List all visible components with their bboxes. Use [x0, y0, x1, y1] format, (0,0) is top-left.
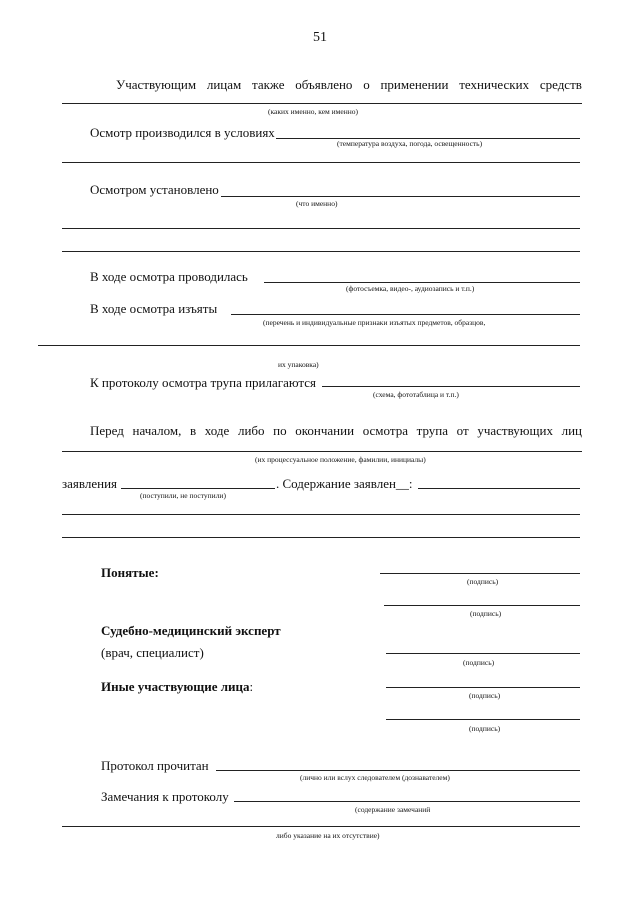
established-field-2[interactable]: [62, 228, 580, 229]
statements-text: [90, 423, 582, 438]
witness-2-signature-field[interactable]: [384, 605, 580, 606]
word: от: [456, 423, 469, 438]
remarks-hint: (содержание замечаний: [355, 805, 431, 814]
remarks-label: Замечания к протоколу: [101, 789, 229, 804]
other-2-signature-field[interactable]: [386, 719, 580, 720]
word: либо: [237, 423, 265, 438]
word: участвующих: [477, 423, 553, 438]
statements-content-field[interactable]: [418, 488, 580, 489]
statements-label: заявления: [62, 476, 118, 491]
expert-signature-field[interactable]: [386, 653, 580, 654]
other-1-signature-field[interactable]: [386, 687, 580, 688]
read-field[interactable]: [216, 770, 580, 771]
recording-field[interactable]: [264, 282, 580, 283]
conditions-field-2[interactable]: [62, 162, 580, 163]
word: Участвующим: [116, 77, 197, 92]
word: окончании: [295, 423, 355, 438]
word: трупа: [416, 423, 449, 438]
word: о: [363, 77, 370, 92]
seized-field[interactable]: [231, 314, 580, 315]
word: применении: [380, 77, 449, 92]
established-label: Осмотром установлено: [90, 182, 219, 197]
read-label: Протокол прочитан: [101, 758, 209, 773]
expert-sublabel: (врач, специалист): [101, 645, 204, 660]
established-hint: (что именно): [296, 199, 338, 208]
word: началом,: [132, 423, 182, 438]
established-field[interactable]: [221, 196, 580, 197]
word: по: [273, 423, 287, 438]
statements-field[interactable]: [62, 451, 582, 452]
word: осмотра: [362, 423, 408, 438]
seized-hint-2: их упаковка): [278, 360, 319, 369]
recording-label: В ходе осмотра проводилась: [90, 269, 248, 284]
tech-means-field[interactable]: [62, 103, 582, 104]
others-label: Иные участвующие лица: [101, 679, 250, 694]
others-colon: :: [249, 679, 254, 694]
page-number: 51: [313, 30, 327, 45]
tech-means-hint: (каких именно, кем именно): [268, 107, 359, 116]
word: ходе: [204, 423, 230, 438]
expert-signature-hint: (подпись): [463, 658, 495, 667]
expert-label: Судебно-медицинский эксперт: [101, 623, 281, 638]
seized-label: В ходе осмотра изъяты: [90, 301, 218, 316]
conditions-label: Осмотр производился в условиях: [90, 125, 275, 140]
others-label-wrap: [101, 679, 253, 694]
word: лиц: [561, 423, 582, 438]
statements-field-2[interactable]: [62, 514, 580, 515]
attached-label: К протоколу осмотра трупа прилагаются: [90, 375, 316, 390]
word: в: [190, 423, 197, 438]
word: лицам: [206, 77, 242, 92]
word: Перед: [90, 423, 124, 438]
remarks-hint-2: либо указание на их отсутствие): [276, 831, 380, 840]
recording-hint: (фотосъемка, видео-, аудиозапись и т.п.): [346, 284, 475, 293]
tech-means-text: [116, 77, 582, 92]
word: технических: [459, 77, 530, 92]
statements-content-label: . Содержание заявлен__:: [276, 476, 413, 491]
conditions-hint: (температура воздуха, погода, освещенность): [337, 139, 483, 148]
attached-field[interactable]: [322, 386, 580, 387]
remarks-field-2[interactable]: [62, 826, 580, 827]
established-field-3[interactable]: [62, 251, 580, 252]
attached-hint: (схема, фототаблица и т.п.): [373, 390, 459, 399]
remarks-field[interactable]: [234, 801, 580, 802]
word: средств: [539, 77, 582, 92]
statements-field-3[interactable]: [62, 537, 580, 538]
witness-1-signature-field[interactable]: [380, 573, 580, 574]
other-1-signature-hint: (подпись): [469, 691, 501, 700]
other-2-signature-hint: (подпись): [469, 724, 501, 733]
witnesses-label: Понятые:: [101, 565, 159, 580]
witness-1-signature-hint: (подпись): [467, 577, 499, 586]
statements-received-hint: (поступили, не поступили): [140, 491, 226, 500]
seized-field-2[interactable]: [38, 345, 580, 346]
statements-hint: (их процессуальное положение, фамилии, инициалы): [255, 455, 426, 464]
seized-hint: (перечень и индивидуальные признаки изъятых предметов, образцов,: [263, 318, 486, 327]
word: объявлено: [295, 77, 353, 92]
word: также: [251, 77, 285, 92]
witness-2-signature-hint: (подпись): [470, 609, 502, 618]
read-hint: (лично или вслух следователем (дознавателем): [300, 773, 450, 782]
statements-received-field[interactable]: [121, 488, 275, 489]
